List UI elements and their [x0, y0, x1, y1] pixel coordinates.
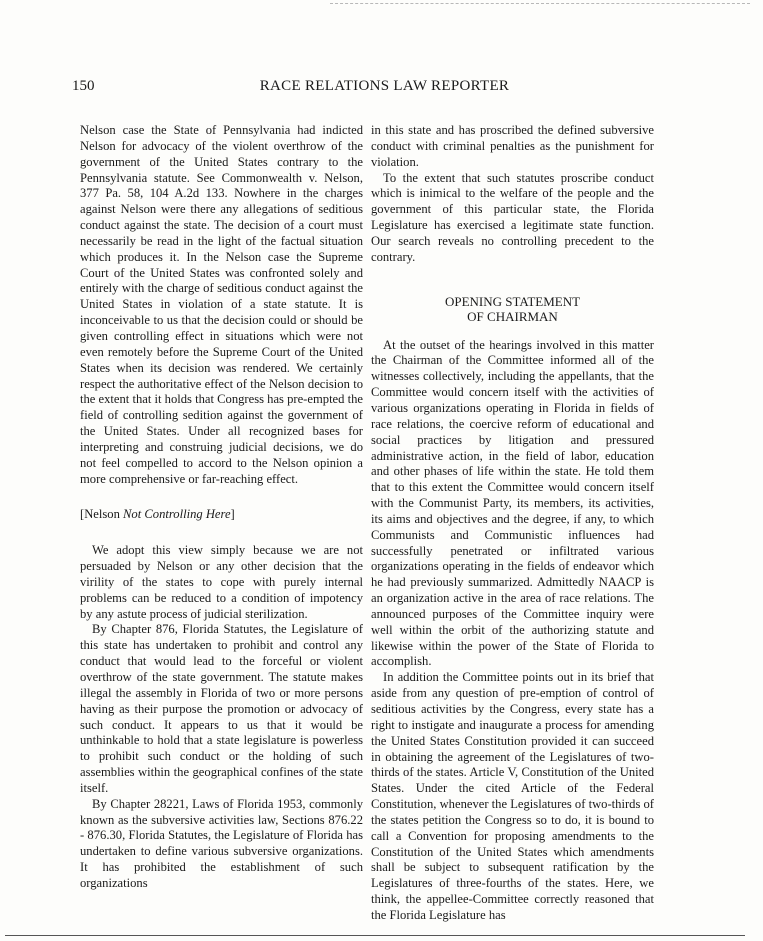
subheading-suffix: ] — [230, 507, 235, 522]
left-column — [80, 123, 363, 892]
paragraph: Nelson case the State of Pennsylvania had indicted Nelson for advocacy of the violent overthrow of the government of the United States contrary to the Pennsylvania statute. See Commonwealth v. Nelson, 377 Pa. 58, 104 A.2d 133. Nowhere in the charges against Nelson were there any allegations of seditious conduct against the state. The decision of a court must necessarily be read in the light of the factual situation which produces it. In the Nelson case the Supreme Court of the United States was confronted solely and entirely with the charge of seditious conduct against the United States in violation of a state statute. It is inconceivable to us that the decision could or should be given controlling effect in situations which were not even remotely before the Supreme Court of the United States when its decision was rendered. We certainly respect the authoritative effect of the Nelson decision to the extent that it holds that Congress has pre-empted the field of controlling sedition against the government of the United States. Under all recognized bases for interpreting and construing judicial decisions, we do not feel compelled to accord to the Nelson opinion a more comprehensive or far-reaching effect. — [80, 123, 363, 486]
heading-line: OPENING STATEMENT — [444, 293, 581, 309]
section-heading — [371, 294, 654, 324]
paragraph: At the outset of the hearings involved in this matter the Chairman of the Committee informed all of the witnesses collectively, including the appellants, that the Committee would concern itself with the activities of various organizations operating in Florida in fields of race relations, the coercive reform of educational and social practices by litigation and pressured administrative action, in the field of labor, education and other phases of life within the state. He told them that to this extent the Committee would concern itself with the Communist Party, its members, its activities, its aims and objectives and the degree, if any, to which Communists and Communistic influences had successfully penetrated or infiltrated various organizations operating in the fields of endeavor which he had previously summarized. Admittedly NAACP is an organization active in the area of race relations. The announced purposes of the Committee inquiry were well within the orbit of the authorizing statute and likewise within the power of the State of Florida to accomplish. — [371, 337, 654, 669]
paragraph: in this state and has proscribed the defined subversive conduct with criminal penalties as the punishment for violation. — [371, 123, 654, 169]
top-dotted-rule — [330, 3, 750, 4]
subheading-prefix: [Nelson — [80, 507, 124, 522]
paragraph: By Chapter 876, Florida Statutes, the Legislature of this state has undertaken to prohibit and control any conduct that would lead to the forceful or violent overthrow of the state government. The statute makes illegal the assembly in Florida of two or more persons having as their purpose the promotion or advocacy of such conduct. It appears to us that it would be unthinkable to hold that a state legislature is powerless to prohibit such conduct or the holding of such assemblies within the geographical confines of the state itself. — [80, 622, 363, 795]
subheading-italic: Not Controlling Here — [123, 507, 231, 522]
bottom-rule — [5, 935, 745, 936]
paragraph: By Chapter 28221, Laws of Florida 1953, commonly known as the subversive activities law, Sections 876.22 - 876.30, Florida Statutes, the Legislature of Florida has undertaken to define various subversive organizations. It has prohibited the establishment of such organizations — [80, 796, 363, 890]
section-subheading — [80, 507, 363, 523]
page-number: 150 — [72, 78, 95, 94]
running-head: RACE RELATIONS LAW REPORTER — [259, 78, 510, 94]
heading-line: OF CHAIRMAN — [467, 308, 558, 324]
paragraph: We adopt this view simply because we are not persuaded by Nelson or any other decision that the virility of the states to cope with purely internal problems can be reduced to a condition of impotency by any astute process of judicial sterilization. — [80, 543, 363, 621]
paragraph: In addition the Committee points out in its brief that aside from any question of pre-emption of control of seditious activities by the Congress, every state has a right to instigate and inaugurate a process for amending the United States Constitution provided it can succeed in obtaining the agreement of the Legislatures of two-thirds of the states. Article V, Constitution of the United States. Under the cited Article of the Federal Constitution, whenever the Legislatures of two-thirds of the states petition the Congress so to do, it is bound to call a Convention for proposing amendments to the Constitution of the United States which amendments shall be subject to subsequent ratification by the Legislatures of three-fourths of the states. Here, we think, the appellee-Committee correctly reasoned that the Florida Legislature has — [371, 670, 654, 922]
paragraph: To the extent that such statutes proscribe conduct which is inimical to the welfare of the people and the government of this particular state, the Florida Legislature has exercised a legitimate state function. Our search reveals no controlling precedent to the contrary. — [371, 170, 654, 264]
right-column — [371, 123, 654, 924]
page-header — [72, 78, 697, 98]
